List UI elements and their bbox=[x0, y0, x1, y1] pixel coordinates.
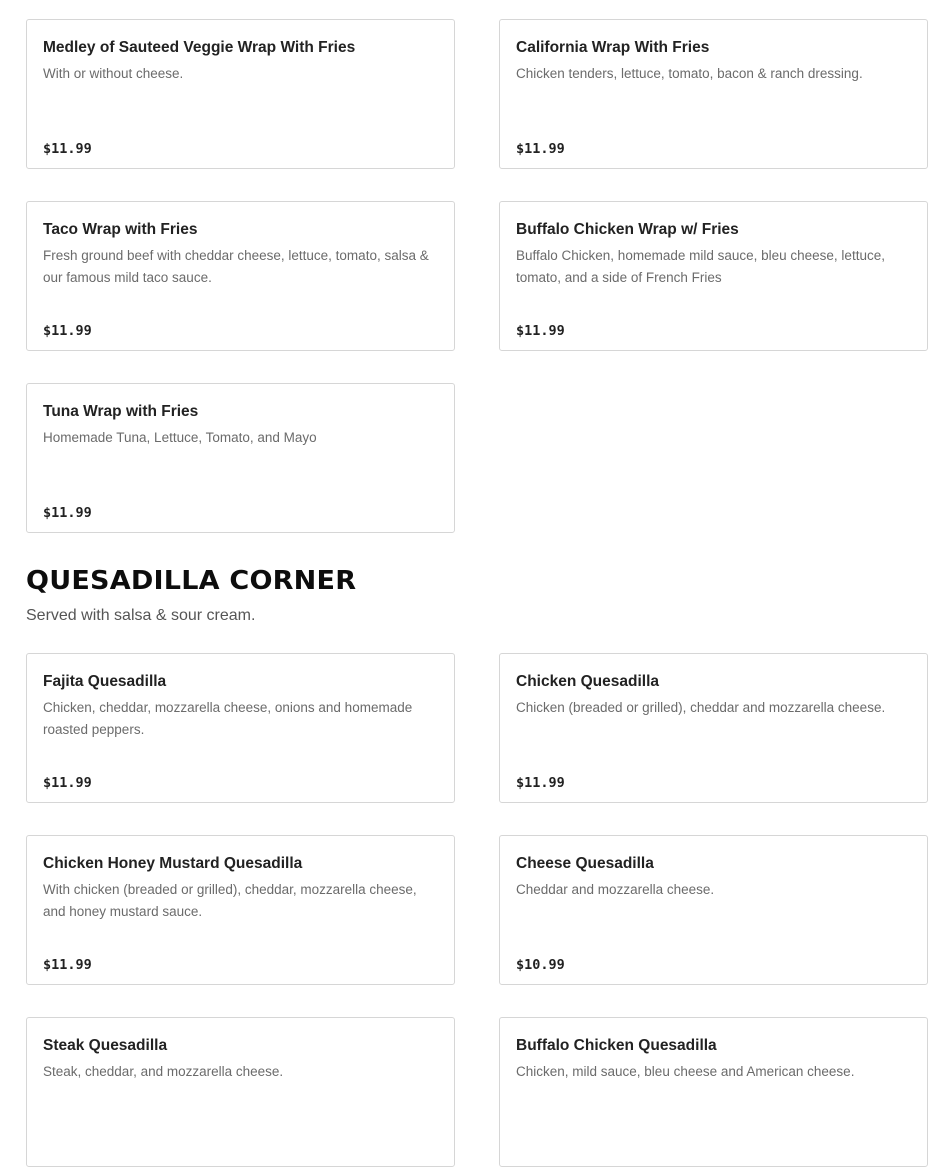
menu-item-description: With chicken (breaded or grilled), cheddar, mozzarella cheese, and honey mustard sauce. bbox=[43, 882, 417, 919]
quesadilla-menu-grid bbox=[26, 653, 928, 1167]
section-subtitle: Served with salsa & sour cream. bbox=[26, 607, 256, 624]
menu-item-price: $11.99 bbox=[43, 505, 92, 521]
menu-item-card[interactable] bbox=[499, 1017, 928, 1167]
menu-item-card[interactable] bbox=[499, 835, 928, 985]
menu-item-description: Chicken, mild sauce, bleu cheese and American cheese. bbox=[516, 1064, 855, 1079]
menu-item-name: California Wrap With Fries bbox=[516, 39, 710, 56]
menu-item-price: $11.99 bbox=[43, 957, 92, 973]
menu-item-card[interactable] bbox=[26, 653, 455, 803]
menu-item-description: Fresh ground beef with cheddar cheese, lettuce, tomato, salsa & our famous mild taco sauce. bbox=[43, 248, 429, 285]
menu-item-description: Homemade Tuna, Lettuce, Tomato, and Mayo bbox=[43, 430, 317, 445]
menu-item-name: Medley of Sauteed Veggie Wrap With Fries bbox=[43, 39, 356, 56]
menu-item-price: $11.99 bbox=[43, 775, 92, 791]
menu-item-name: Fajita Quesadilla bbox=[43, 673, 167, 690]
menu-item-price: $11.99 bbox=[516, 323, 565, 339]
menu-item-name: Taco Wrap with Fries bbox=[43, 221, 198, 238]
menu-item-description: Cheddar and mozzarella cheese. bbox=[516, 882, 715, 897]
menu-item-card[interactable] bbox=[499, 19, 928, 169]
menu-item-name: Chicken Honey Mustard Quesadilla bbox=[43, 855, 303, 872]
menu-item-name: Cheese Quesadilla bbox=[516, 855, 654, 872]
menu-item-description: Buffalo Chicken, homemade mild sauce, bleu cheese, lettuce, tomato, and a side of French Fries bbox=[516, 248, 885, 285]
menu-item-description: Chicken tenders, lettuce, tomato, bacon & ranch dressing. bbox=[516, 66, 863, 81]
menu-item-card[interactable] bbox=[26, 201, 455, 351]
menu-item-price: $11.99 bbox=[43, 141, 92, 157]
menu-item-description: Chicken, cheddar, mozzarella cheese, onions and homemade roasted peppers. bbox=[43, 700, 413, 737]
menu-item-price: $11.99 bbox=[516, 141, 565, 157]
menu-item-name: Tuna Wrap with Fries bbox=[43, 403, 199, 420]
wraps-menu-grid bbox=[26, 19, 928, 533]
menu-item-price: $11.99 bbox=[43, 323, 92, 339]
menu-item-price: $11.99 bbox=[516, 775, 565, 791]
menu-item-card[interactable] bbox=[499, 201, 928, 351]
menu-item-description: With or without cheese. bbox=[43, 66, 184, 81]
menu-item-card[interactable] bbox=[26, 835, 455, 985]
menu-item-name: Buffalo Chicken Quesadilla bbox=[516, 1037, 717, 1054]
menu-item-card[interactable] bbox=[26, 19, 455, 169]
menu-item-description: Steak, cheddar, and mozzarella cheese. bbox=[43, 1064, 284, 1079]
menu-item-card[interactable] bbox=[26, 1017, 455, 1167]
menu-item-card[interactable] bbox=[26, 383, 455, 533]
menu-item-name: Buffalo Chicken Wrap w/ Fries bbox=[516, 221, 739, 238]
menu-item-description: Chicken (breaded or grilled), cheddar and mozzarella cheese. bbox=[516, 700, 886, 715]
menu-item-name: Steak Quesadilla bbox=[43, 1037, 168, 1054]
menu-item-price: $10.99 bbox=[516, 957, 565, 973]
menu-item-card[interactable] bbox=[499, 653, 928, 803]
menu-item-name: Chicken Quesadilla bbox=[516, 673, 659, 690]
section-title: QUESADILLA CORNER bbox=[26, 566, 357, 596]
